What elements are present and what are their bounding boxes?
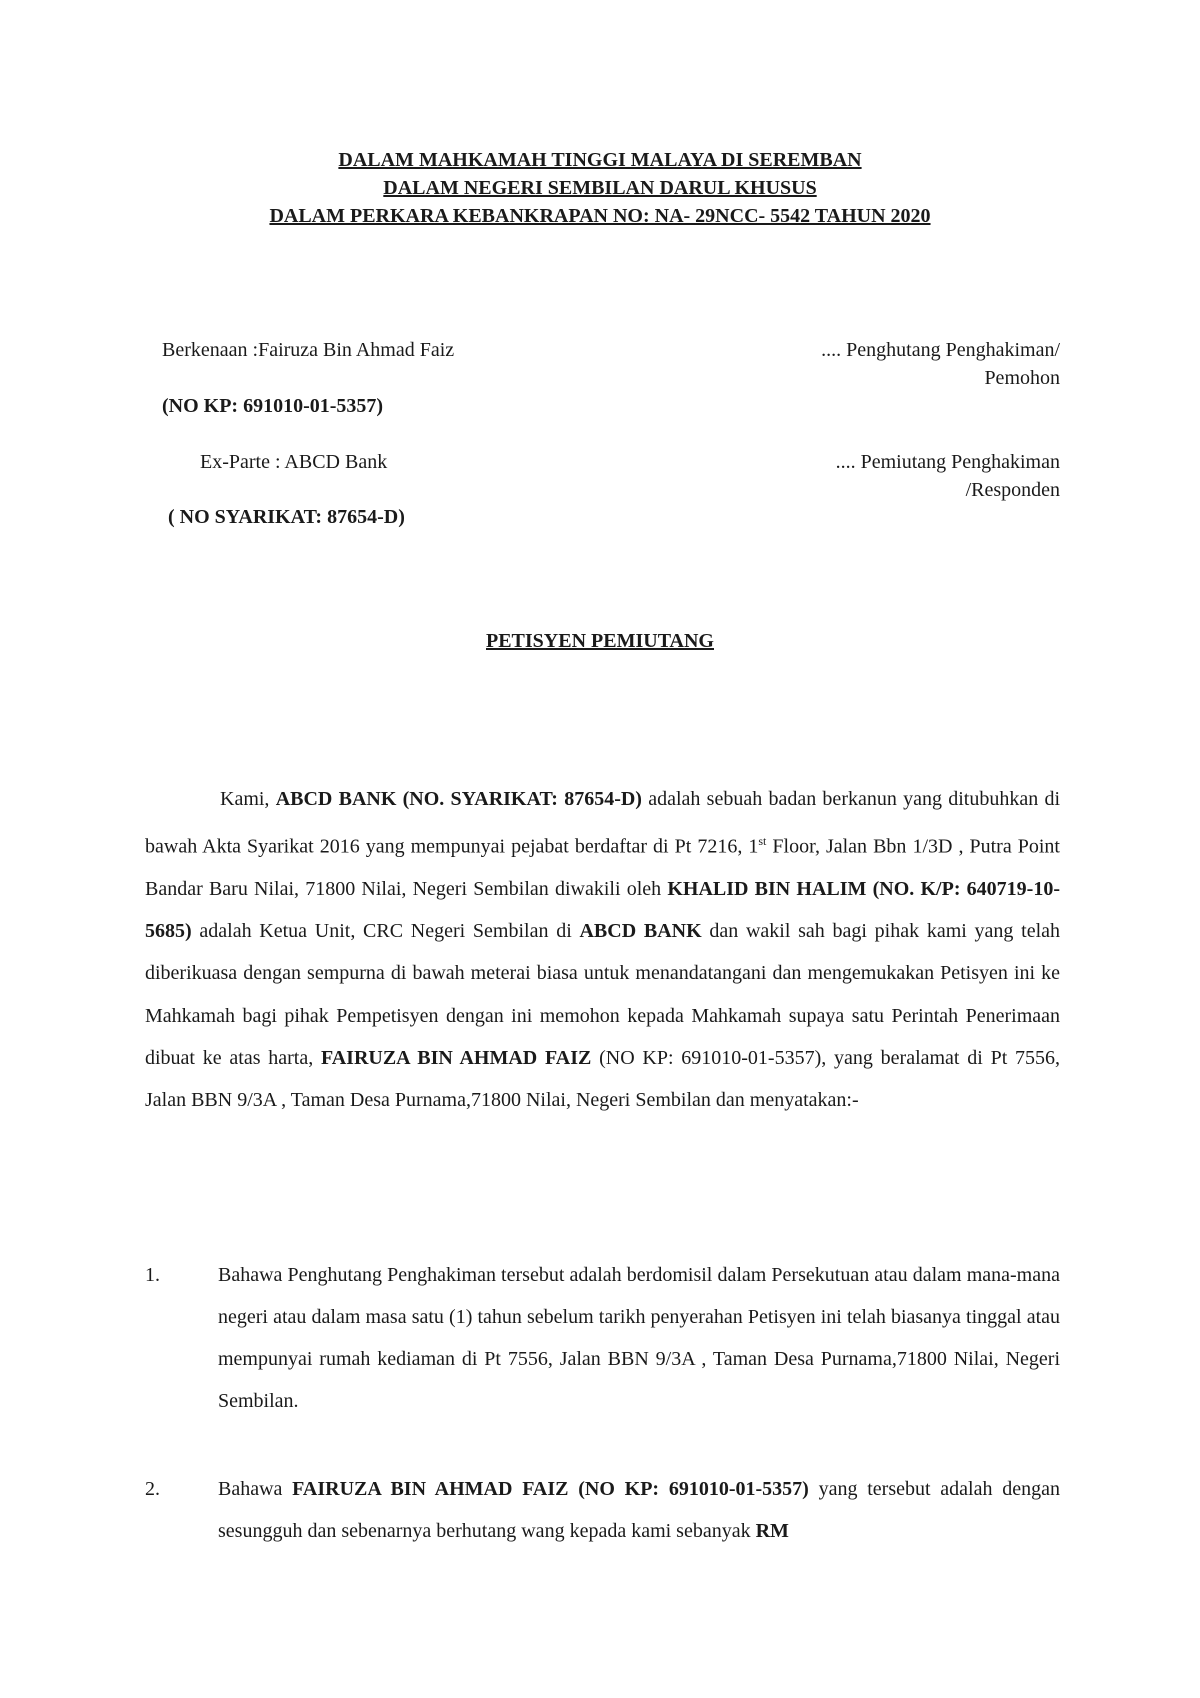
item-text: Bahawa (218, 1478, 293, 1500)
court-heading-line-2: DALAM NEGERI SEMBILAN DARUL KHUSUS (383, 177, 817, 199)
list-item (145, 1468, 1060, 1552)
debtor-id: (NO KP: 691010-01-5357) (162, 395, 384, 417)
representative-name-bold: KHALID BIN HALIM (NO. K/P: 640719-10-5685) (145, 878, 1060, 943)
list-item-text (218, 1468, 1060, 1552)
court-heading (0, 146, 1200, 230)
list-item (145, 1254, 1060, 1422)
item-text: yang tersebut adalah dengan sesungguh dan sebenarnya berhutang wang kepada kami sebanyak (218, 1478, 1060, 1542)
list-item-number: 2. (145, 1478, 160, 1500)
creditor-role-line-1: .... Pemiutang Penghakiman (835, 451, 1060, 473)
debtor-role-line-1: .... Penghutang Penghakiman/ (821, 339, 1060, 361)
intro-paragraph (145, 778, 1060, 1121)
creditor-role-line-2: /Responden (965, 479, 1060, 501)
intro-text: adalah sebuah badan berkanun yang ditubuhkan di bawah Akta Syarikat 2016 yang mempunyai pejabat berdaftar di Pt 7216, 1 (145, 788, 1061, 858)
creditor-name-bold: ABCD BANK (NO. SYARIKAT: 87654-D) (275, 788, 642, 810)
currency-bold: RM (755, 1520, 789, 1542)
debtor-role-line-2: Pemohon (984, 367, 1060, 389)
list-item-number: 1. (145, 1264, 160, 1286)
bank-name-bold: ABCD BANK (579, 920, 702, 943)
ordinal-superscript: st (758, 834, 767, 849)
list-item-text: Bahawa Penghutang Penghakiman tersebut adalah berdomisil dalam Persekutuan atau dalam mana-mana negeri atau dalam masa satu (1) tahun sebelum tarikh penyerahan Petisyen ini telah biasanya tinggal atau mempunyai rumah kediaman di Pt 7556, Jalan BBN 9/3A , Taman Desa Purnama,71800 Nilai, Negeri Sembilan. (218, 1264, 1060, 1412)
debtor-name-bold: FAIRUZA BIN AHMAD FAIZ (320, 1046, 592, 1069)
creditor-label: Ex-Parte : ABCD Bank (200, 451, 388, 473)
debtor-label: Berkenaan :Fairuza Bin Ahmad Faiz (162, 339, 455, 361)
intro-text: Kami, (220, 788, 276, 810)
court-heading-line-1: DALAM MAHKAMAH TINGGI MALAYA DI SEREMBAN (338, 149, 862, 171)
debtor-name-bold: FAIRUZA BIN AHMAD FAIZ (NO KP: 691010-01-5357) (292, 1478, 809, 1500)
creditor-id: ( NO SYARIKAT: 87654-D) (168, 506, 405, 528)
intro-text: adalah Ketua Unit, CRC Negeri Sembilan di (191, 920, 580, 943)
debtor-role (821, 336, 1060, 392)
petition-title: PETISYEN PEMIUTANG (486, 630, 714, 652)
intro-text: dan wakil sah bagi pihak kami yang telah diberikuasa dengan sempurna di bawah meterai biasa untuk menandatangani dan mengemukakan Petisyen ini ke Mahkamah bagi pihak Pempetisyen dengan ini memohon kepada Mahkamah supaya satu Perintah Penerimaan dibuat ke atas harta, (145, 920, 1061, 1069)
creditor-role (836, 448, 1060, 504)
intro-text: Floor, Jalan Bbn 1/3D , Putra Point Bandar Baru Nilai, 71800 Nilai, Negeri Sembilan diwakili oleh (145, 835, 1060, 901)
court-heading-line-3: DALAM PERKARA KEBANKRAPAN NO: NA- 29NCC- 5542 TAHUN 2020 (269, 205, 931, 227)
intro-text: (NO KP: 691010-01-5357), yang beralamat di Pt 7556, Jalan BBN 9/3A , Taman Desa Purnama,71800 Nilai, Negeri Sembilan dan menyatakan:- (145, 1046, 1061, 1112)
